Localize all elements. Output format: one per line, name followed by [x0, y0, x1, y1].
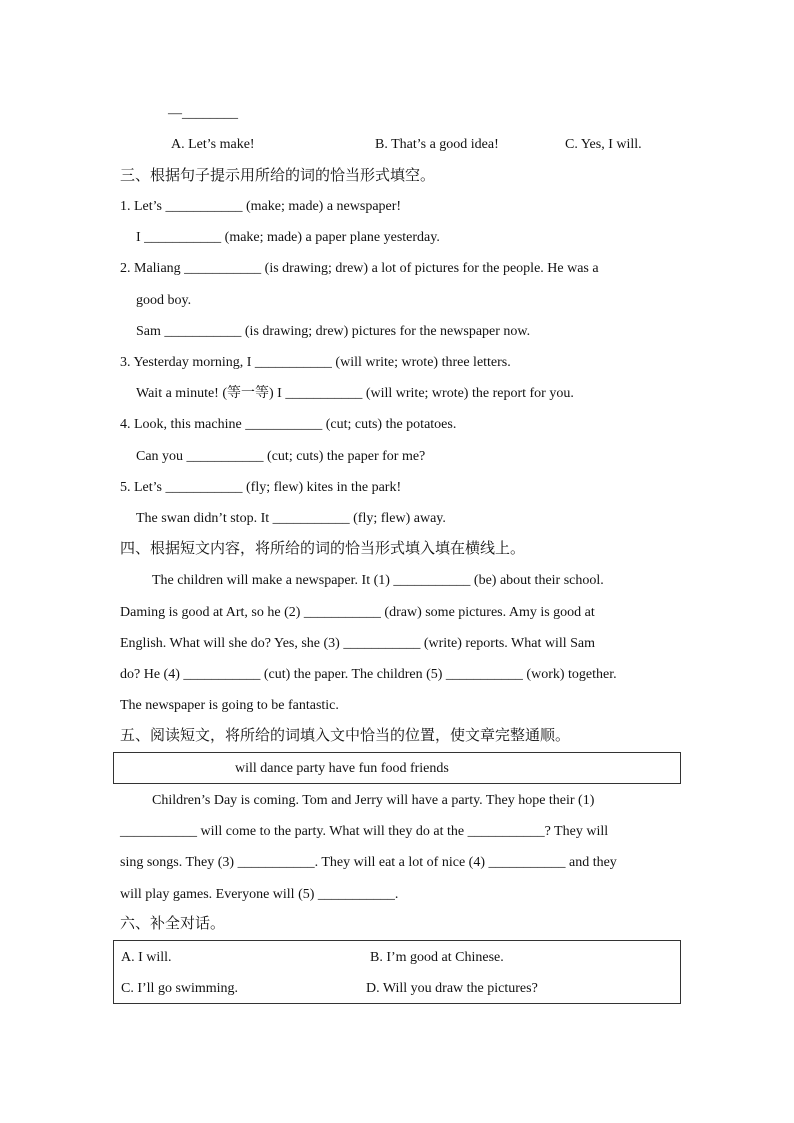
s5-line: ___________ will come to the party. What will they do at the ___________? They will: [120, 824, 609, 839]
s5-line: Children’s Day is coming. Tom and Jerry will have a party. They hope their (1): [152, 793, 595, 808]
s4-line: do? He (4) ___________ (cut) the paper. The children (5) ___________ (work) together.: [120, 667, 617, 682]
s3-line: The swan didn’t stop. It ___________ (fly; flew) away.: [136, 511, 446, 526]
s5-line: will play games. Everyone will (5) ___________.: [120, 887, 399, 902]
section4-heading: 四、根据短文内容，将所给的词的恰当形式填入填在横线上。: [120, 539, 526, 557]
s4-line: The children will make a newspaper. It (1) ___________ (be) about their school.: [152, 573, 604, 588]
s3-line: 1. Let’s ___________ (make; made) a newspaper!: [120, 199, 402, 214]
s3-line: Sam ___________ (is drawing; drew) pictures for the newspaper now.: [136, 324, 531, 339]
s4-line: English. What will she do? Yes, she (3) ___________ (write) reports. What will Sam: [120, 636, 596, 651]
section3-heading: 三、根据句子提示用所给的词的恰当形式填空。: [120, 166, 436, 184]
s5-line: sing songs. They (3) ___________. They will eat a lot of nice (4) ___________ and they: [120, 855, 617, 870]
s3-line: 4. Look, this machine ___________ (cut; cuts) the potatoes.: [120, 417, 457, 432]
option-b: B. That’s a good idea!: [375, 137, 499, 152]
dialogue-option-c: C. I’ll go swimming.: [121, 981, 239, 996]
section6-heading: 六、补全对话。: [120, 914, 226, 932]
answer-blank: —________: [168, 106, 238, 121]
s3-line: good boy.: [136, 293, 192, 308]
option-a: A. Let’s make!: [171, 137, 255, 152]
s3-line: 2. Maliang ___________ (is drawing; drew) a lot of pictures for the people. He was a: [120, 261, 599, 276]
option-c: C. Yes, I will.: [565, 137, 642, 152]
s3-line: 3. Yesterday morning, I ___________ (will write; wrote) three letters.: [120, 355, 511, 370]
s3-line: Can you ___________ (cut; cuts) the paper for me?: [136, 449, 426, 464]
dialogue-option-b: B. I’m good at Chinese.: [370, 950, 504, 965]
dialogue-option-d: D. Will you draw the pictures?: [366, 981, 538, 996]
s4-line: The newspaper is going to be fantastic.: [120, 698, 339, 713]
s3-line: Wait a minute! (等一等) I ___________ (will write; wrote) the report for you.: [136, 386, 574, 401]
s4-line: Daming is good at Art, so he (2) ___________ (draw) some pictures. Amy is good at: [120, 605, 595, 620]
s3-line: I ___________ (make; made) a paper plane yesterday.: [136, 230, 440, 245]
s3-line: 5. Let’s ___________ (fly; flew) kites in the park!: [120, 480, 402, 495]
word-box-words: will dance party have fun food friends: [235, 761, 449, 776]
dialogue-option-a: A. I will.: [121, 950, 172, 965]
dialogue-options-box: [113, 940, 681, 1004]
section5-heading: 五、阅读短文，将所给的词填入文中恰当的位置，使文章完整通顺。: [120, 726, 571, 744]
word-box: [113, 752, 681, 784]
